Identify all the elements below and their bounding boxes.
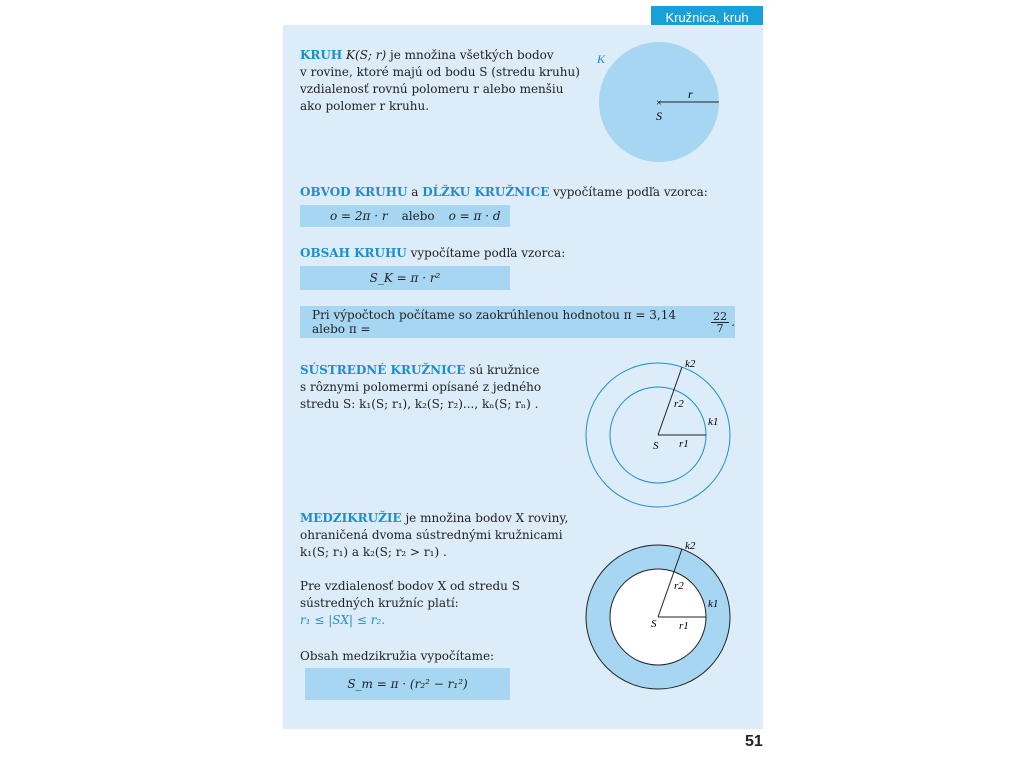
pi-note-end: .	[731, 315, 735, 329]
kruh-term: KRUH	[300, 48, 343, 62]
medzikruzie-line-3: k₁(S; r₁) a k₂(S; r₂ > r₁) .	[300, 545, 447, 559]
area-formula: S_m = π · (r₂² − r₁²)	[347, 677, 468, 691]
medzikruzie-line-1: je množina bodov X roviny,	[405, 511, 569, 525]
section-tab: Kružnica, kruh	[651, 6, 763, 30]
area-formula-box	[305, 668, 510, 700]
sustredne-term: SÚSTREDNÉ KRUŽNICE	[300, 363, 466, 377]
area-intro: Obsah medzikružia vypočítame:	[300, 649, 495, 663]
label-r1: r1	[679, 438, 689, 450]
frac-den: 7	[716, 321, 724, 335]
kruh-line-4: ako polomer r kruhu.	[300, 99, 430, 113]
label-r: r	[688, 87, 693, 101]
distance-line-2: sústredných kružníc platí:	[300, 596, 459, 610]
obsah-term: OBSAH KRUHU	[300, 246, 407, 260]
kruh-diagram	[590, 40, 730, 180]
obvod-rest: vypočítame podľa vzorca:	[549, 185, 708, 199]
annulus-diagram	[585, 537, 745, 702]
obvod-formula-1: o = 2π · r	[330, 209, 388, 223]
kruh-notation: K(S; r)	[346, 48, 387, 62]
label-r2: r2	[674, 398, 684, 410]
obsah-rest: vypočítame podľa vzorca:	[406, 246, 566, 260]
medzikruzie-definition	[300, 510, 580, 561]
obvod-formula-2: o = π · d	[448, 209, 501, 223]
pi-note-box	[300, 306, 735, 338]
distance-text	[300, 578, 560, 629]
distance-line-1: Pre vzdialenosť bodov X od stredu S	[300, 579, 520, 593]
obvod-formula-box	[300, 205, 510, 227]
pi-fraction	[711, 311, 729, 334]
sustredne-line-1: sú kružnice	[469, 363, 540, 377]
obsah-formula: S_K = π · r²	[369, 271, 441, 285]
label-k1: k1	[708, 416, 719, 428]
obvod-heading	[300, 184, 760, 201]
medzikruzie-term: MEDZIKRUŽIE	[300, 511, 402, 525]
obvod-term2: DĹŽKU KRUŽNICE	[422, 185, 550, 199]
pi-note-text: Pri výpočtoch počítame so zaokrúhlenou hodnotou π = 3,14 alebo π =	[312, 308, 676, 336]
medzikruzie-line-2: ohraničená dvoma sústrednými kružnicami	[300, 528, 563, 542]
label-s: S	[653, 440, 659, 452]
label-k2: k2	[685, 358, 696, 370]
frac-num: 22	[713, 309, 728, 323]
label-s: S	[656, 109, 662, 123]
obsah-formula-box	[300, 266, 510, 290]
center-mark: ×	[656, 98, 662, 109]
annulus-label-r1: r1	[679, 620, 689, 632]
kruh-line-3: vzdialenosť rovnú polomeru r alebo menšiu	[300, 82, 564, 96]
annulus-label-s: S	[651, 618, 657, 630]
annulus-label-k1: k1	[708, 598, 719, 610]
annulus-label-r2: r2	[674, 580, 684, 592]
obvod-connector: a	[407, 185, 423, 199]
sustredne-definition	[300, 362, 570, 413]
sustredne-line-3: stredu S: k₁(S; r₁), k₂(S; r₂)..., kₙ(S; rₙ) .	[300, 397, 539, 411]
label-k: K	[597, 52, 606, 66]
concentric-diagram	[585, 355, 745, 520]
obvod-term1: OBVOD KRUHU	[300, 185, 408, 199]
annulus-label-k2: k2	[685, 540, 696, 552]
sustredne-line-2: s rôznymi polomermi opísané z jedného	[300, 380, 542, 394]
obsah-heading	[300, 245, 700, 262]
page-number: 51	[745, 733, 763, 750]
kruh-line-1: je množina všetkých bodov	[390, 48, 554, 62]
distance-inequality: r₁ ≤ |SX| ≤ r₂.	[300, 613, 386, 627]
kruh-line-2: v rovine, ktoré majú od bodu S (stredu kruhu)	[300, 65, 580, 79]
obvod-alebo: alebo	[401, 209, 435, 223]
kruh-definition	[300, 47, 590, 115]
